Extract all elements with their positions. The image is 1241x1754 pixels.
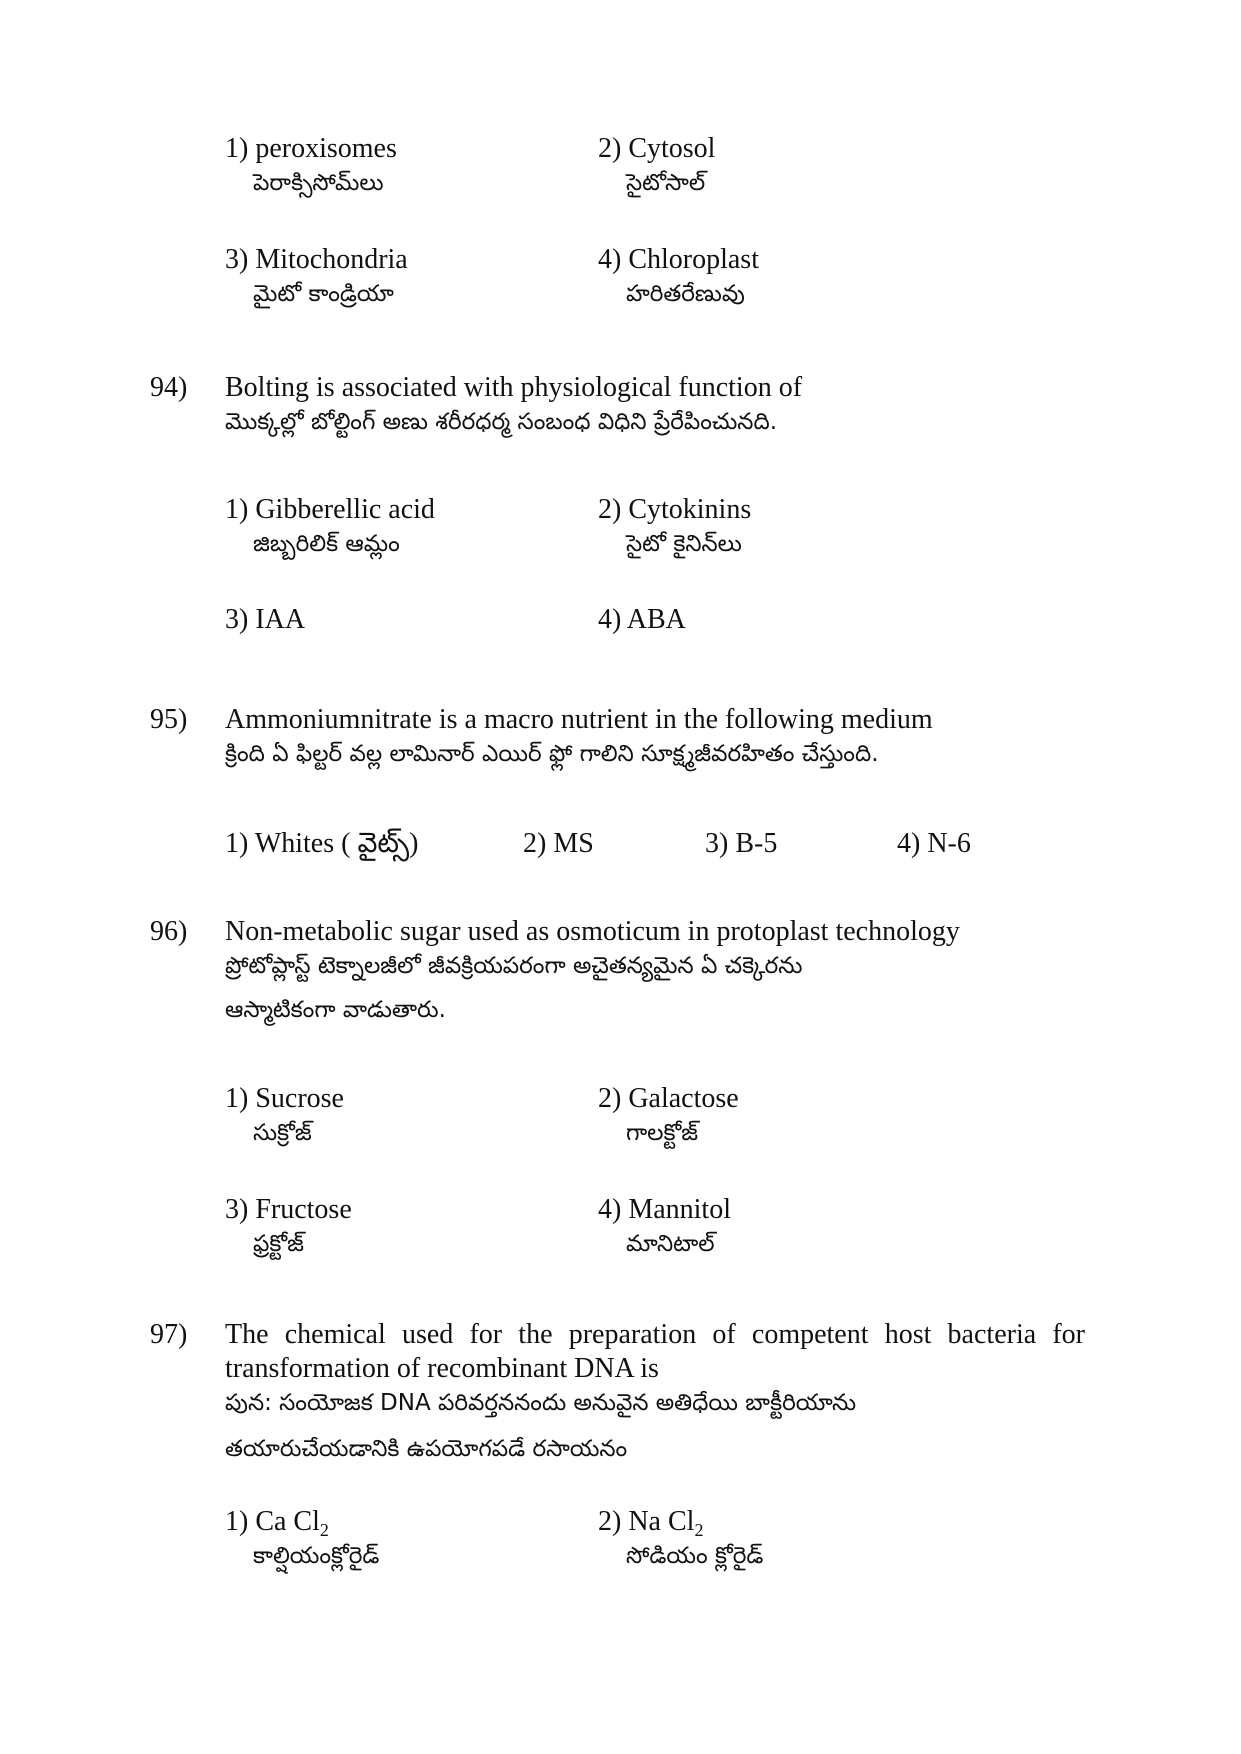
option-english: 1) Sucrose bbox=[225, 1083, 344, 1114]
option-english: 3) Fructose bbox=[225, 1194, 352, 1225]
q96-option-2 bbox=[598, 1082, 739, 1150]
option-english: 2) Cytosol bbox=[598, 133, 716, 164]
option-telugu: ఫ్రక్టోజ్ bbox=[253, 1231, 304, 1257]
option-telugu: గాలక్టోజ్ bbox=[626, 1120, 699, 1146]
question-english: Non-metabolic sugar used as osmoticum in protoplast technology bbox=[225, 916, 960, 947]
q95-number: 95) bbox=[150, 704, 188, 735]
q94-option-4 bbox=[598, 603, 686, 637]
option-telugu: సైటోసాల్ bbox=[626, 170, 706, 196]
q97-option-2 bbox=[598, 1505, 763, 1573]
option-english: 1) Gibberellic acid bbox=[225, 494, 435, 525]
q95-option-2: 2) MS bbox=[523, 828, 594, 859]
option-telugu: కాల్షియంక్లోరైడ్ bbox=[253, 1543, 380, 1569]
question-telugu: క్రింది ఏ ఫిల్టర్ వల్ల లామినార్ ఎయిర్ ఫ్లో గాలిని సూక్ష్మజీవరహితం చేస్తుంది. bbox=[225, 741, 879, 767]
question-english: Bolting is associated with physiological function of bbox=[225, 372, 803, 403]
q95-option-1: 1) Whites ( వైట్స్) bbox=[225, 828, 419, 859]
option-telugu: పెరాక్సిసోమ్‌లు bbox=[253, 170, 384, 196]
q95-option-4: 4) N-6 bbox=[897, 828, 971, 859]
question-telugu-line-1: పున: సంయోజక DNA పరివర్తననందు అనువైన అతిధేయి బాక్టీరియాను bbox=[225, 1390, 857, 1416]
option-telugu: మానిటాల్ bbox=[626, 1231, 715, 1257]
option-telugu: సైటో కైనిన్‌లు bbox=[626, 531, 742, 557]
option-telugu: మైటో కాండ్రియా bbox=[253, 281, 394, 307]
option-english bbox=[225, 1505, 379, 1539]
question-telugu-line-2: తయారుచేయడానికి ఉపయోగపడే రసాయనం bbox=[225, 1436, 628, 1462]
q96-option-3 bbox=[225, 1193, 352, 1261]
q94-option-1 bbox=[225, 493, 435, 561]
q97-text bbox=[225, 1318, 1085, 1466]
option-telugu: హరితరేణువు bbox=[626, 281, 745, 307]
q96-number: 96) bbox=[150, 916, 188, 947]
formula-subscript: 2 bbox=[319, 1520, 329, 1540]
question-telugu-line-2: ఆస్మాటికంగా వాడుతారు. bbox=[225, 997, 446, 1023]
question-english: The chemical used for the preparation of competent host bacteria for transformation of recombinant DNA is bbox=[225, 1319, 1085, 1384]
q93-option-3 bbox=[225, 243, 408, 311]
q97-number: 97) bbox=[150, 1319, 188, 1350]
option-english bbox=[598, 1505, 763, 1539]
q95-option-3: 3) B-5 bbox=[705, 828, 778, 859]
formula-subscript: 2 bbox=[694, 1520, 704, 1540]
option-english: 1) peroxisomes bbox=[225, 133, 397, 164]
q94-option-3 bbox=[225, 603, 305, 637]
question-telugu-line-1: ప్రోటోప్లాస్ట్ టెక్నాలజీలో జీవక్రియపరంగా అచైతన్యమైన ఏ చక్కెరను bbox=[225, 953, 803, 979]
q93-option-2 bbox=[598, 132, 715, 200]
question-telugu: మొక్కల్లో బోల్టింగ్ అణు శరీరధర్మ సంబంధ విధిని ప్రేరేపించునది. bbox=[225, 409, 778, 435]
option-telugu: జిబ్బరిలిక్ ఆమ్లం bbox=[253, 531, 400, 557]
option-english: 3) Mitochondria bbox=[225, 244, 408, 275]
q95-text bbox=[225, 703, 1085, 771]
q97-option-1 bbox=[225, 1505, 379, 1573]
q94-number: 94) bbox=[150, 372, 188, 403]
q93-option-1 bbox=[225, 132, 397, 200]
option-english: 4) Mannitol bbox=[598, 1194, 731, 1225]
formula-text: 1) Ca Cl bbox=[225, 1506, 320, 1537]
q96-text bbox=[225, 915, 1085, 1027]
question-english: Ammoniumnitrate is a macro nutrient in the following medium bbox=[225, 704, 933, 735]
q96-option-1 bbox=[225, 1082, 344, 1150]
option-english: 4) ABA bbox=[598, 604, 686, 635]
option-english: 3) IAA bbox=[225, 604, 306, 635]
option-english: 2) Cytokinins bbox=[598, 494, 752, 525]
q96-option-4 bbox=[598, 1193, 731, 1261]
formula-text: 2) Na Cl bbox=[598, 1506, 695, 1537]
q94-option-2 bbox=[598, 493, 751, 561]
option-telugu: సోడియం క్లోరైడ్ bbox=[626, 1543, 764, 1569]
q93-option-4 bbox=[598, 243, 759, 311]
option-english: 2) Galactose bbox=[598, 1083, 739, 1114]
option-telugu: సుక్రోజ్ bbox=[253, 1120, 312, 1146]
option-english: 4) Chloroplast bbox=[598, 244, 759, 275]
q94-text bbox=[225, 371, 1085, 439]
